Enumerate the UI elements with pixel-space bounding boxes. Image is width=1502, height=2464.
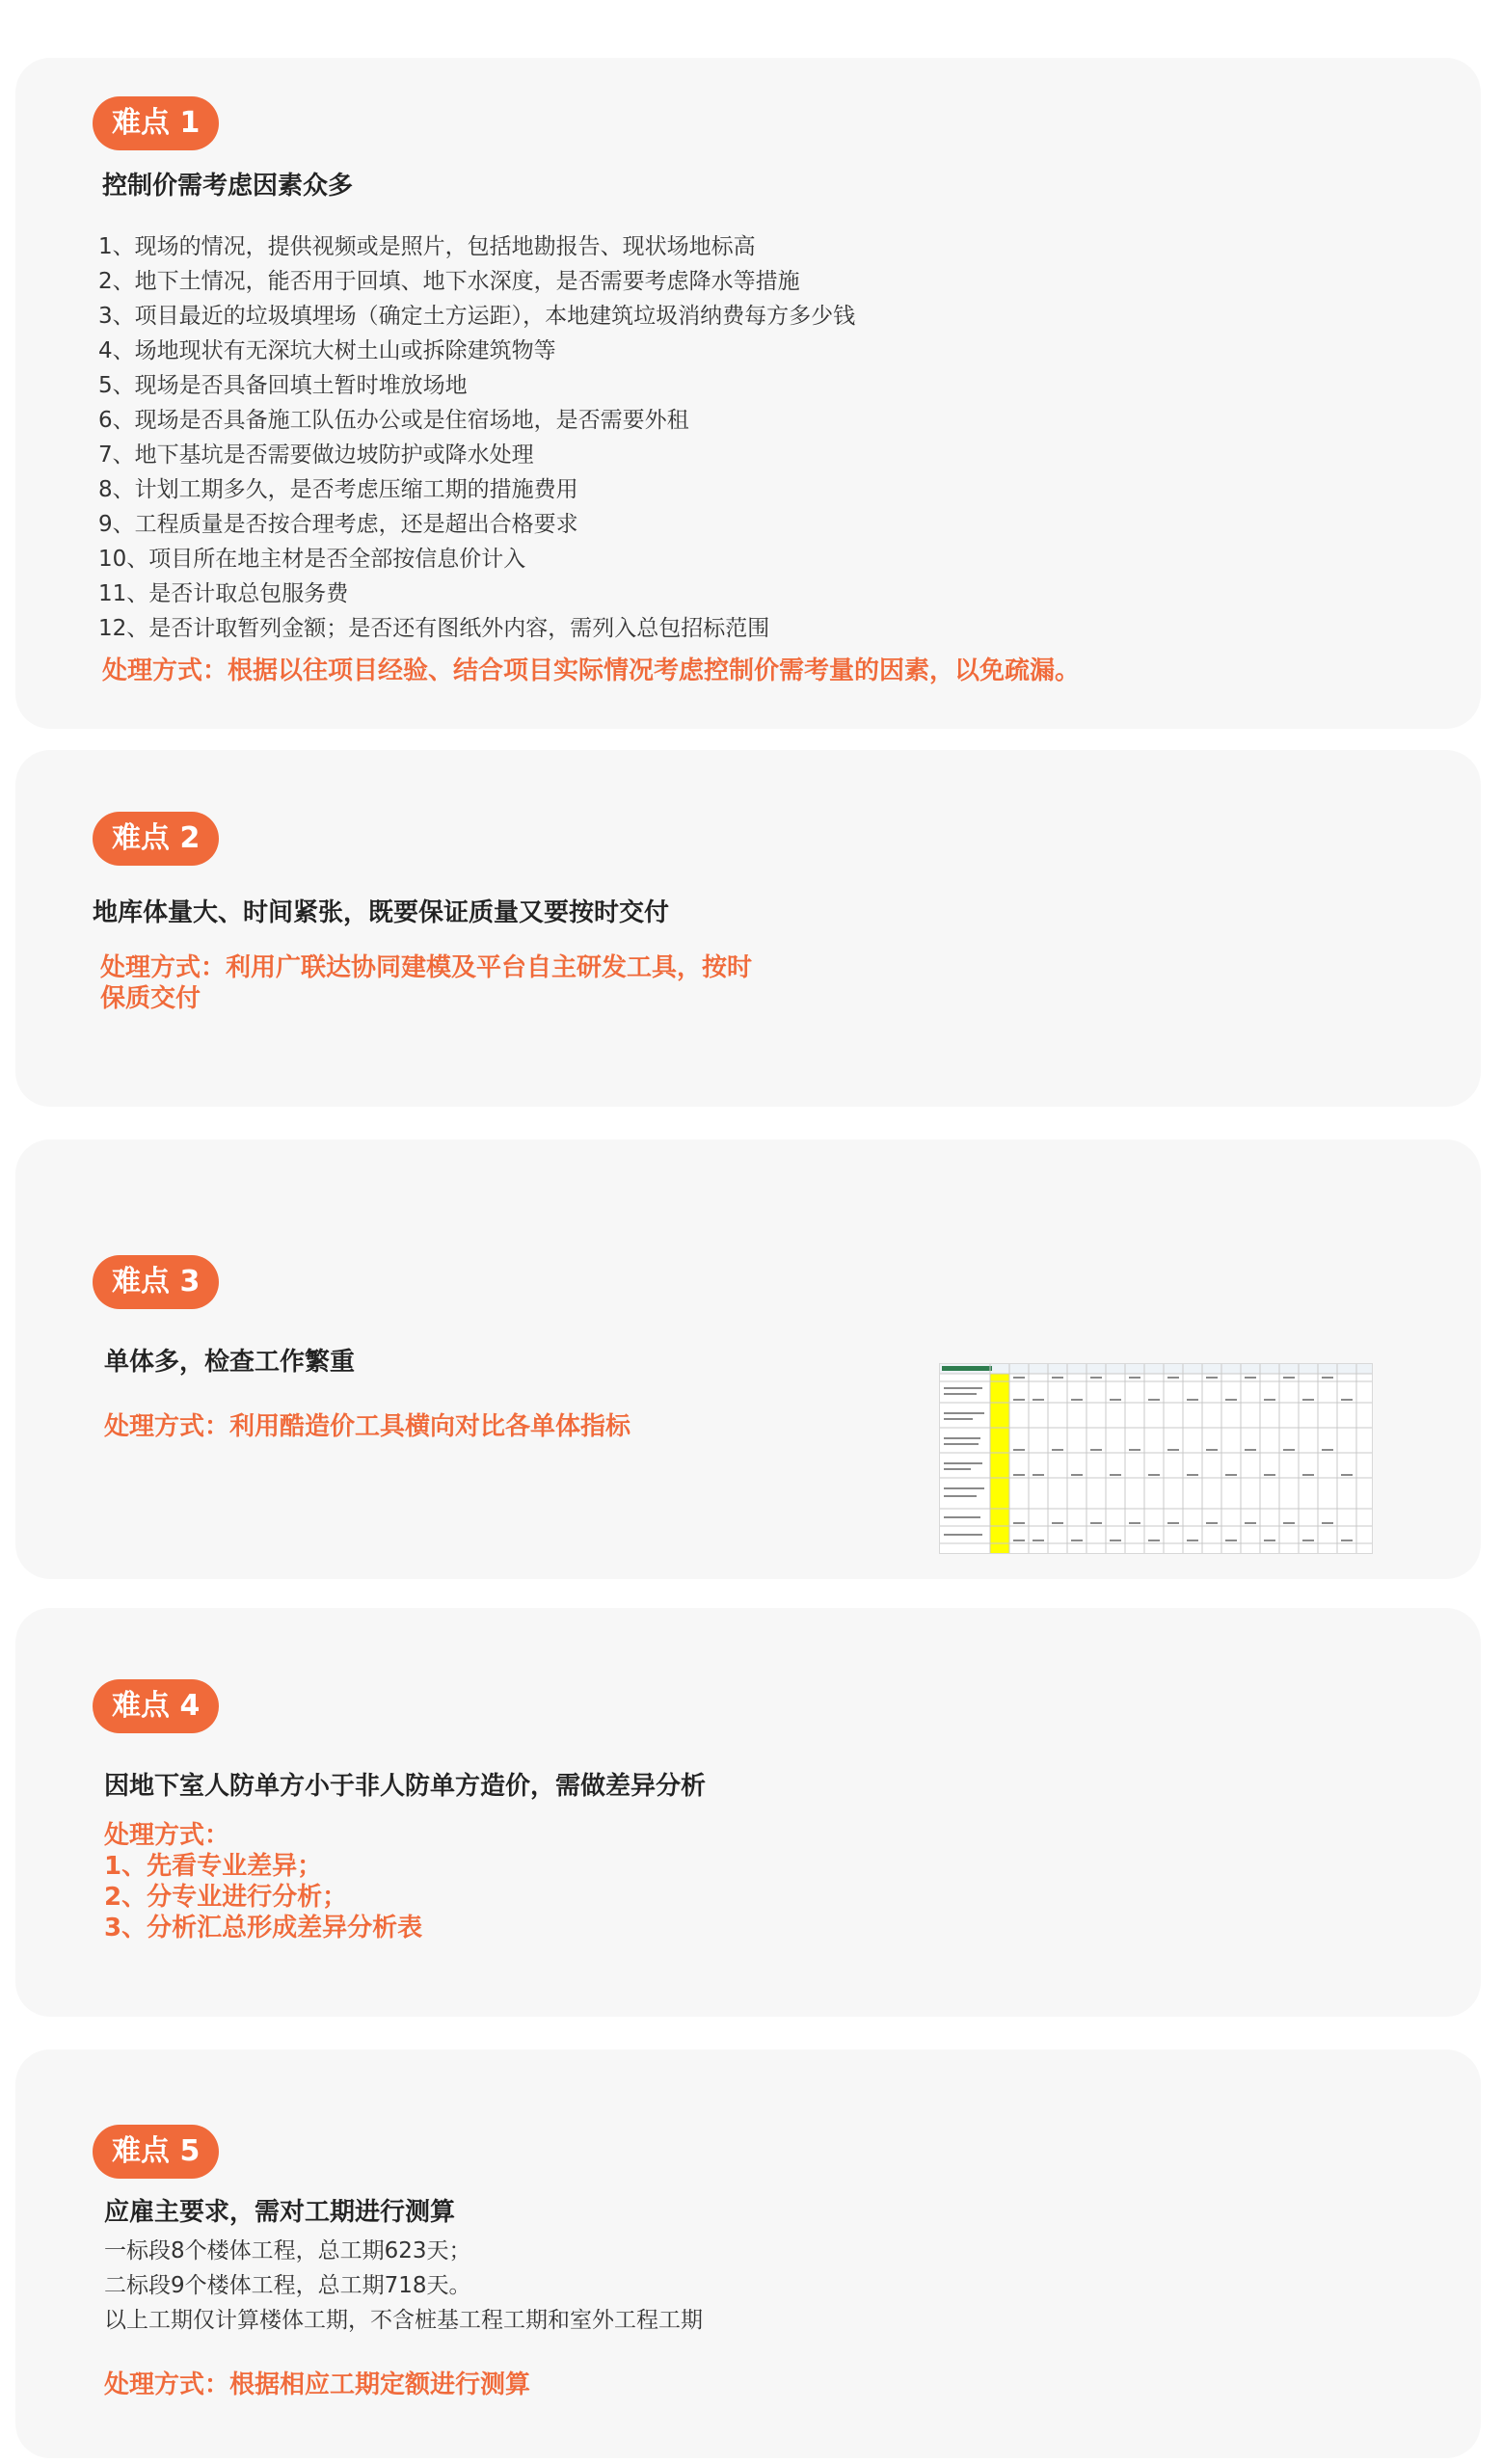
schedule-note: 以上工期仅计算楼体工期，不含桩基工程工期和室外工程工期 [104, 2308, 703, 2333]
difficulty-badge: 难点 3 [93, 1255, 219, 1309]
difficulty-card-4 [15, 1608, 1481, 2017]
solution-text-line-1: 处理方式：利用广联达协同建模及平台自主研发工具，按时 [100, 953, 753, 982]
list-item: 11、是否计取总包服务费 [98, 581, 349, 606]
list-item: 10、项目所在地主材是否全部按信息价计入 [98, 547, 526, 572]
solution-label: 处理方式： [104, 1821, 230, 1850]
difficulty-title: 地库体量大、时间紧张，既要保证质量又要按时交付 [93, 898, 670, 927]
spreadsheet-grid-graphic [940, 1364, 1372, 1553]
list-item: 3、项目最近的垃圾填埋场（确定土方运距），本地建筑垃圾消纳费每方多少钱 [98, 304, 856, 329]
solution-step: 1、先看专业差异； [104, 1852, 323, 1881]
difficulty-title: 单体多，检查工作繁重 [104, 1348, 356, 1377]
difficulty-badge: 难点 4 [93, 1679, 219, 1733]
list-item: 7、地下基坑是否需要做边坡防护或降水处理 [98, 442, 534, 468]
list-item: 8、计划工期多久，是否考虑压缩工期的措施费用 [98, 477, 578, 502]
schedule-line: 二标段9个楼体工程，总工期718天。 [104, 2273, 471, 2298]
difficulty-title: 因地下室人防单方小于非人防单方造价，需做差异分析 [104, 1772, 707, 1801]
spreadsheet-thumbnail [939, 1363, 1373, 1554]
list-item: 2、地下土情况，能否用于回填、地下水深度，是否需要考虑降水等措施 [98, 269, 800, 294]
solution-text: 处理方式：利用酷造价工具横向对比各单体指标 [104, 1412, 631, 1441]
difficulty-card-2 [15, 750, 1481, 1107]
difficulty-title: 应雇主要求，需对工期进行测算 [104, 2198, 456, 2227]
difficulty-badge: 难点 5 [93, 2125, 219, 2179]
list-item: 1、现场的情况，提供视频或是照片，包括地勘报告、现状场地标高 [98, 234, 756, 259]
list-item: 4、场地现状有无深坑大树土山或拆除建筑物等 [98, 338, 556, 363]
difficulty-card-3 [15, 1139, 1481, 1579]
list-item: 9、工程质量是否按合理考虑，还是超出合格要求 [98, 512, 578, 537]
list-item: 6、现场是否具备施工队伍办公或是住宿场地，是否需要外租 [98, 408, 689, 433]
factor-list [98, 229, 855, 646]
solution-text: 处理方式：根据以往项目经验、结合项目实际情况考虑控制价需考量的因素，以免疏漏。 [102, 656, 1081, 685]
difficulty-badge: 难点 1 [93, 96, 219, 150]
difficulty-badge: 难点 2 [93, 812, 219, 866]
solution-step: 2、分专业进行分析； [104, 1883, 348, 1912]
solution-text: 处理方式：根据相应工期定额进行测算 [104, 2370, 531, 2399]
difficulty-card-5 [15, 2049, 1481, 2458]
list-item: 12、是否计取暂列金额；是否还有图纸外内容，需列入总包招标范围 [98, 616, 770, 641]
difficulty-title: 控制价需考虑因素众多 [102, 172, 354, 201]
solution-text-line-2: 保质交付 [100, 984, 201, 1013]
difficulty-card-1 [15, 58, 1481, 729]
solution-step: 3、分析汇总形成差异分析表 [104, 1914, 423, 1942]
list-item: 5、现场是否具备回填土暂时堆放场地 [98, 373, 468, 398]
schedule-line: 一标段8个楼体工程，总工期623天； [104, 2238, 471, 2263]
